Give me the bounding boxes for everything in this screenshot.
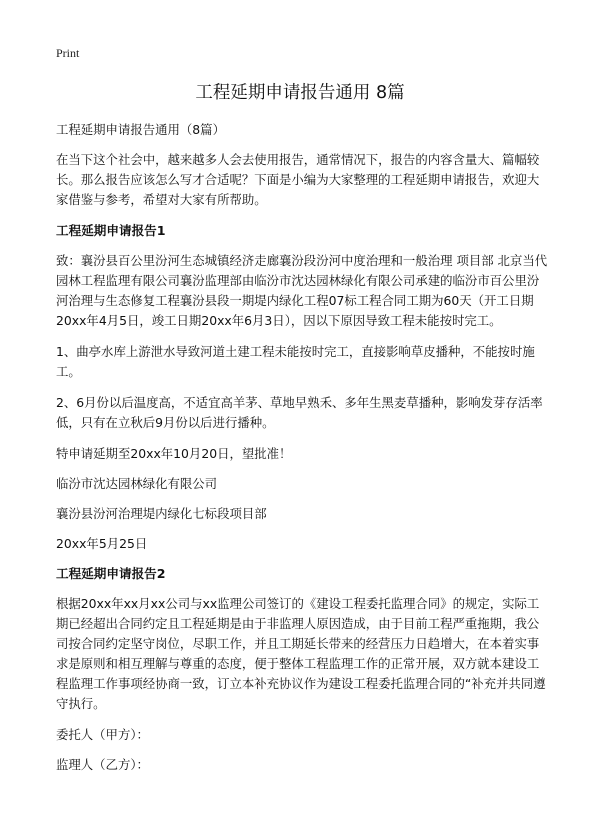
document-body: [56, 120, 548, 785]
section-heading-1: 工程延期申请报告1: [56, 223, 166, 238]
section-2-client-line: 委托人（甲方）：: [56, 727, 149, 742]
section-heading-2: 工程延期申请报告2: [56, 566, 166, 581]
section-2-paragraph-1: 根据20xx年xx月xx公司与xx监理公司签订的《建设工程委托监理合同》的规定，实际工期已经超出合同约定且工程延期是由于非监理人原因造成，由于目前工程严重拖期，我公司按合同约定坚守岗位，尽职工作，并且工期延长带来的经营压力日趋增大，在本着实事求是原则和相互理解与尊重的态度，便于整体工程监理工作的正常开展，双方就本建设工程监理工作事项经协商一致，订立本补充协议作为建设工程委托监理合同的“补充并共同遵守执行。: [56, 596, 546, 711]
section-1-project-dept: 襄汾县汾河治理堤内绿化七标段项目部: [56, 506, 267, 521]
section-1-paragraph-3: 2、6月份以后温度高，不适宜高羊茅、草地早熟禾、多年生黑麦草播种，影响发芽存活率低，只有在立秋后9月份以后进行播种。: [56, 395, 543, 430]
section-2-supervisor-line: 监理人（乙方）：: [56, 757, 149, 772]
document-title: 工程延期申请报告通用 8篇: [195, 83, 405, 103]
document-subtitle: 工程延期申请报告通用（8篇）: [56, 122, 225, 137]
print-link[interactable]: Print: [56, 46, 80, 60]
section-1-company: 临汾市沈达园林绿化有限公司: [56, 476, 218, 491]
section-1-paragraph-1: 致：襄汾县百公里汾河生态城镇经济走廊襄汾段汾河中度治理和一般治理 项目部 北京当代园林工程监理有限公司襄汾监理部由临汾市沈达园林绿化有限公司承建的临汾市百公里汾河治理与生态修复工程襄汾县段一期堤内绿化工程07标工程合同工期为60天（开工日期20xx年4月5日，竣工日期20xx年6月3日），因以下原因导致工程未能按时完工。: [56, 253, 548, 328]
section-1-date: 20xx年5月25日: [56, 536, 148, 551]
section-1-paragraph-4: 特申请延期至20xx年10月20日，望批准！: [56, 446, 292, 461]
section-1-paragraph-2: 1、曲亭水库上游泄水导致河道土建工程未能按时完工，直接影响草皮播种，不能按时施工。: [56, 344, 535, 379]
intro-paragraph: 在当下这个社会中，越来越多人会去使用报告，通常情况下，报告的内容含量大、篇幅较长。那么报告应该怎么写才合适呢？下面是小编为大家整理的工程延期申请报告，欢迎大家借鉴与参考，希望对大家有所帮助。: [56, 152, 540, 207]
